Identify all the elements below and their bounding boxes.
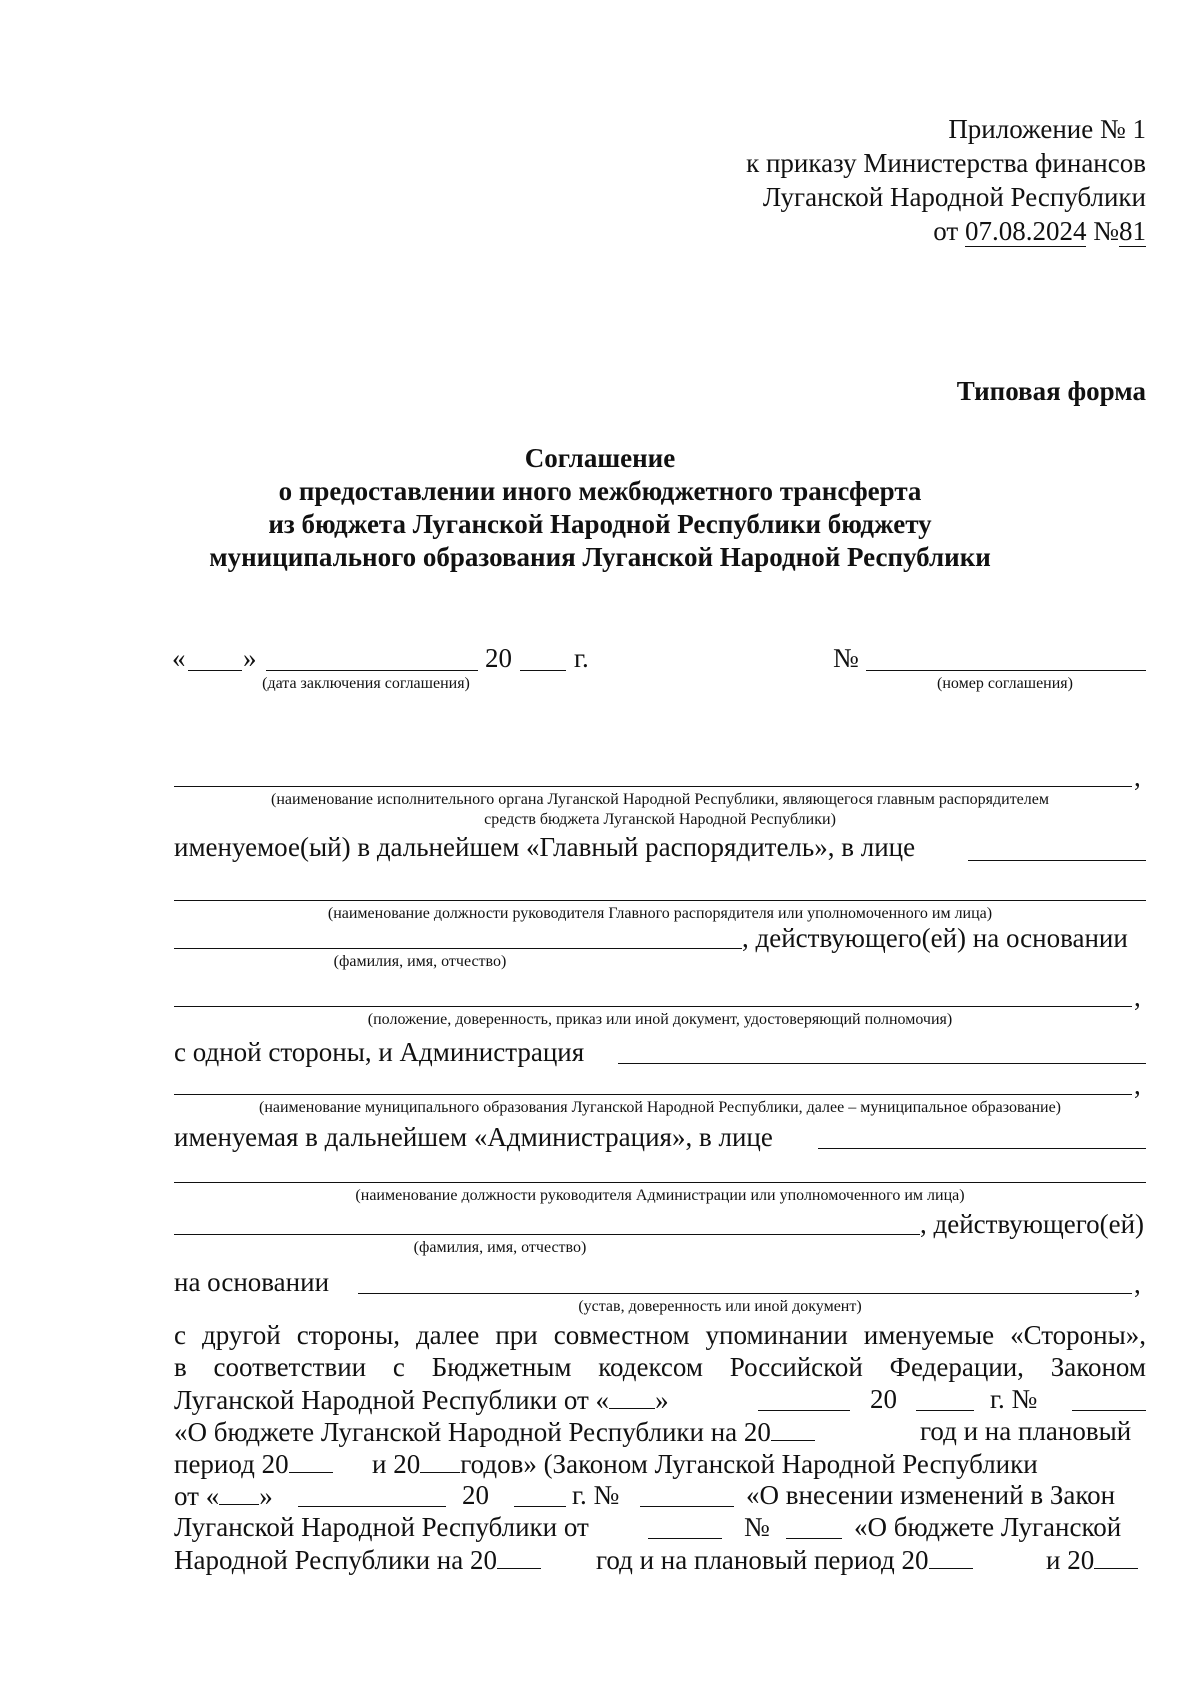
body-line-1: с другой стороны, далее при совместном упоминании именуемые «Стороны», bbox=[174, 1320, 1146, 1350]
order-date: 07.08.2024 bbox=[964, 216, 1087, 246]
basis-document-caption: (положение, доверенность, приказ или иной документ, удостоверяющий полномочия) bbox=[367, 1011, 953, 1028]
order-number: 81 bbox=[1119, 216, 1146, 246]
date-open-quote: « bbox=[172, 643, 186, 673]
one-side-admin-text: с одной стороны, и Администрация bbox=[174, 1037, 585, 1067]
acting-text: , действующего(ей) bbox=[920, 1209, 1145, 1239]
fio-caption-2: (фамилия, имя, отчество) bbox=[413, 1239, 587, 1256]
admin-fio-blank[interactable] bbox=[174, 1234, 920, 1235]
form-type-label: Типовая форма bbox=[956, 376, 1146, 406]
main-position-blank[interactable] bbox=[174, 900, 1146, 901]
number-sign: № bbox=[833, 643, 859, 673]
amend-day-blank[interactable] bbox=[219, 1478, 259, 1505]
title-line-1: Соглашение bbox=[524, 443, 676, 473]
comma-2: , bbox=[1134, 982, 1141, 1012]
order-date-line: от 07.08.2024 №81 bbox=[933, 216, 1146, 246]
title-line-4: муниципального образования Луганской Народной Республики bbox=[209, 542, 991, 572]
amend-month-blank[interactable] bbox=[298, 1506, 446, 1507]
comma-1: , bbox=[1134, 762, 1141, 792]
law2-plan-year-2-blank[interactable] bbox=[1094, 1542, 1138, 1569]
number-caption: (номер соглашения) bbox=[937, 675, 1073, 692]
law2-budget-year-blank[interactable] bbox=[497, 1542, 541, 1569]
body-line-6: от « » bbox=[174, 1478, 273, 1513]
executive-organ-blank[interactable] bbox=[174, 786, 1132, 787]
law2-plan-year-1-blank[interactable] bbox=[929, 1542, 973, 1569]
admin-position-caption: (наименование должности руководителя Администрации или уполномоченного им лица) bbox=[355, 1187, 965, 1204]
date-close-quote: » bbox=[243, 643, 257, 673]
main-position-caption: (наименование должности руководителя Главного распорядителя или уполномоченного им лица) bbox=[327, 905, 993, 922]
document-title bbox=[0, 442, 1200, 574]
document-page: Приложение № 1 к приказу Министерства финансов Луганской Народной Республики от 07.08.2024 №81 Типовая форма Соглашение о предоставлении иного межбюджетного трансферта из бюджета Луганской Народной Республики бюджету муниципального образования Луганской Народной Республики « » 20 г. (дата заключения соглашения) № (номер соглашения) , (наименование исполнительного органа Луганской Народной Республики, являющегося главным распорядителем средств бюджета Луганской Народной Республики) именуемое(ый) в дальнейшем «Главный распорядитель», в лице (наименование должности руководителя Главного распорядителя или уполномоченного им лица) , действующего(ей) на основании (фамилия, имя, отчество) , (положение, доверенность, приказ или иной документ, удостоверяющий полномочия) с одной стороны, и Администрация , (наименование муниципального образования Луганской Народной Республики, далее – муниципальное образование) именуемая в дальнейшем «Администрация», в лице (наименование должности руководителя Администрации или уполномоченного им лица) , действующего(ей) (фамилия, имя, отчество) на основании , (устав, доверенность или иной документ) с другой стороны, далее при совместном упоминании именуемые «Стороны», в соответствии с Бюджетным кодексом Российской Федерации, Законом Луганской Народной Республики от « » 20 г. № «О бюджете Луганской Народной Республики на 20 год и на плановый период 20 и 20 годов» (Законом Луганской Народной Республики от « » 20 г. № «О внесении изменений в Закон Луганской Народной Республики от № «О бюджете Луганской Народной Республики на 20 год и на плановый период 20 и 20 bbox=[0, 0, 1200, 1697]
basis-document-blank[interactable] bbox=[174, 1006, 1132, 1007]
law2-number-blank[interactable] bbox=[786, 1538, 842, 1539]
plan-year-1-blank[interactable] bbox=[289, 1446, 333, 1473]
fio-caption-1: (фамилия, имя, отчество) bbox=[333, 953, 507, 970]
title-line-2: о предоставлении иного межбюджетного трансферта bbox=[278, 476, 922, 506]
comma-4: , bbox=[1134, 1269, 1141, 1299]
admin-person-blank[interactable] bbox=[818, 1148, 1146, 1149]
month-blank[interactable] bbox=[266, 670, 478, 671]
year-blank[interactable] bbox=[520, 670, 566, 671]
budget-year-blank[interactable] bbox=[771, 1414, 815, 1441]
named-main-distributor: именуемое(ый) в дальнейшем «Главный распорядитель», в лице bbox=[174, 832, 916, 862]
body-line-3: Луганской Народной Республики от « » bbox=[174, 1382, 669, 1417]
on-basis-text: на основании bbox=[174, 1267, 330, 1297]
law2-date-blank[interactable] bbox=[648, 1538, 722, 1539]
republic-name: Луганской Народной Республики bbox=[762, 182, 1146, 212]
law-number-blank[interactable] bbox=[1072, 1410, 1146, 1411]
main-distributor-person-blank[interactable] bbox=[968, 860, 1146, 861]
body-line-4: «О бюджете Луганской Народной Республики на 20 bbox=[174, 1414, 815, 1449]
municipality-caption: (наименование муниципального образования Луганской Народной Республики, далее – муниципальное образование) bbox=[259, 1099, 1061, 1116]
year-suffix: г. bbox=[574, 643, 589, 673]
body-line-8: Народной Республики на 20 bbox=[174, 1542, 541, 1577]
charter-caption: (устав, доверенность или иной документ) bbox=[578, 1298, 862, 1315]
body-line-2: в соответствии с Бюджетным кодексом Российской Федерации, Законом bbox=[174, 1352, 1146, 1382]
body-line-7: Луганской Народной Республики от bbox=[174, 1512, 589, 1542]
law-month-blank[interactable] bbox=[758, 1410, 850, 1411]
appendix-number: Приложение № 1 bbox=[948, 114, 1146, 144]
agreement-number-blank[interactable] bbox=[866, 670, 1146, 671]
municipality-blank[interactable] bbox=[174, 1094, 1132, 1095]
executive-organ-caption: (наименование исполнительного органа Луганской Народной Республики, являющегося главным распорядителем средств бюджета Луганской Народной Республики) bbox=[270, 791, 1049, 828]
amend-number-blank[interactable] bbox=[640, 1506, 734, 1507]
law-day-blank[interactable] bbox=[609, 1382, 655, 1409]
title-line-3: из бюджета Луганской Народной Республики бюджету bbox=[268, 509, 932, 539]
amend-year-blank[interactable] bbox=[514, 1506, 566, 1507]
main-fio-blank[interactable] bbox=[174, 948, 742, 949]
date-caption: (дата заключения соглашения) bbox=[262, 675, 470, 692]
body-line-5: период 20 bbox=[174, 1446, 333, 1481]
plan-year-2-blank[interactable] bbox=[420, 1446, 460, 1473]
day-blank[interactable] bbox=[188, 670, 242, 671]
appendix-header bbox=[746, 112, 1146, 248]
comma-3: , bbox=[1134, 1070, 1141, 1100]
order-reference: к приказу Министерства финансов bbox=[746, 148, 1146, 178]
admin-position-blank[interactable] bbox=[174, 1182, 1146, 1183]
year-prefix: 20 bbox=[485, 643, 512, 673]
named-admin-text: именуемая в дальнейшем «Администрация», в лице bbox=[174, 1122, 773, 1152]
law-year-blank[interactable] bbox=[916, 1410, 974, 1411]
charter-blank[interactable] bbox=[358, 1293, 1132, 1294]
admin-name-blank[interactable] bbox=[618, 1063, 1146, 1064]
acting-on-basis-text: , действующего(ей) на основании bbox=[742, 923, 1128, 953]
